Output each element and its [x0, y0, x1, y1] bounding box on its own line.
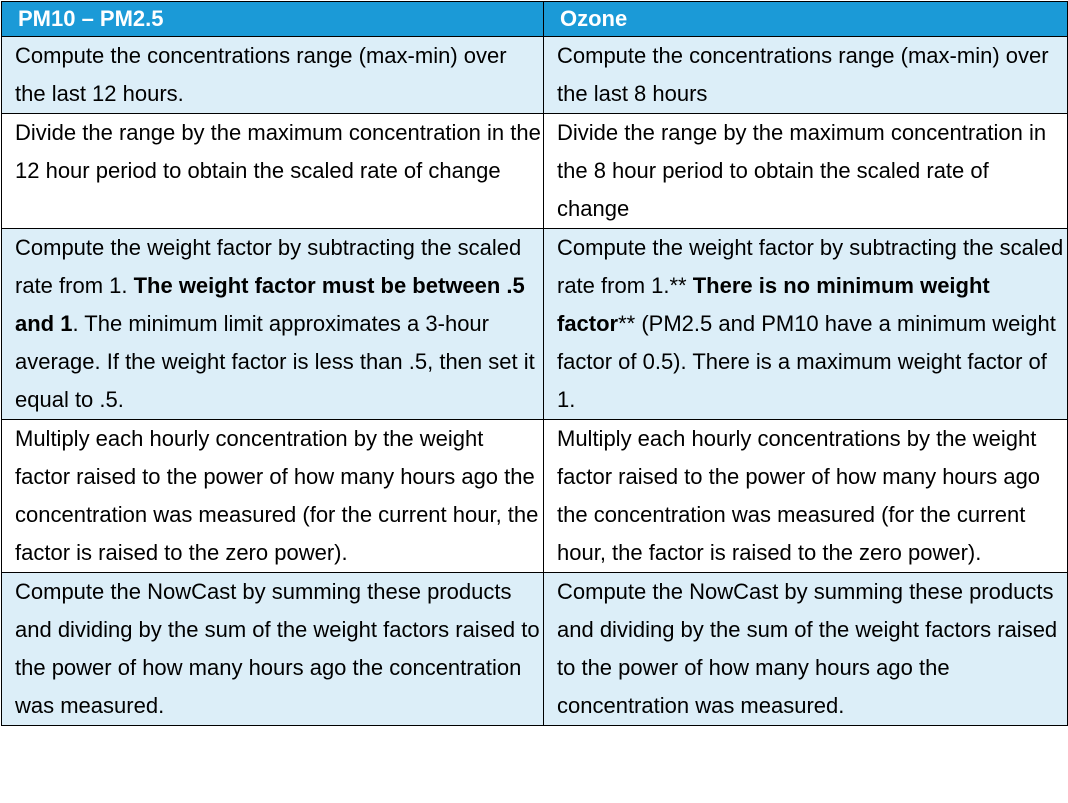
bold-text: The weight factor must be between .5 and 1 — [15, 273, 525, 336]
cell-pm-step — [2, 37, 544, 114]
cell-ozone-step — [544, 229, 1068, 420]
header-pm: PM10 – PM2.5 — [2, 2, 544, 37]
cell-text: Compute the concentrations range (max-min) over the last 12 hours. — [15, 43, 507, 106]
cell-ozone-step — [544, 114, 1068, 229]
cell-text: Multiply each hourly concentration by the weight factor raised to the power of how many hours ago the concentration was measured (for the current hour, the factor is raised to the zero power). — [15, 426, 539, 565]
cell-text: . The minimum limit approximates a 3-hour average. If the weight factor is less than .5, then set it equal to .5. — [15, 311, 535, 412]
table-row — [2, 420, 1068, 573]
cell-text: Compute the NowCast by summing these products and dividing by the sum of the weight factors raised to the power of how many hours ago the concentration was measured. — [15, 579, 540, 718]
table-row — [2, 573, 1068, 726]
cell-ozone-step — [544, 37, 1068, 114]
cell-text: ** (PM2.5 and PM10 have a minimum weight factor of 0.5). There is a maximum weight factor of 1. — [557, 311, 1056, 412]
table-row — [2, 229, 1068, 420]
cell-text: Divide the range by the maximum concentration in the 12 hour period to obtain the scaled rate of change — [15, 120, 541, 183]
bold-text: There is no minimum weight factor — [557, 273, 990, 336]
cell-text: Compute the weight factor by subtracting the scaled rate from 1. — [15, 235, 522, 298]
cell-ozone-step — [544, 573, 1068, 726]
header-ozone: Ozone — [544, 2, 1068, 37]
nowcast-comparison-table — [1, 1, 1068, 726]
header-row — [2, 2, 1068, 37]
cell-text: Compute the NowCast by summing these products and dividing by the sum of the weight factors raised to the power of how many hours ago the concentration was measured. — [557, 579, 1058, 718]
table-row — [2, 37, 1068, 114]
cell-ozone-step — [544, 420, 1068, 573]
cell-pm-step — [2, 420, 544, 573]
cell-text: Multiply each hourly concentrations by the weight factor raised to the power of how many hours ago the concentration was measured (for the current hour, the factor is raised to the zero power). — [557, 426, 1041, 565]
cell-pm-step — [2, 573, 544, 726]
cell-pm-step — [2, 229, 544, 420]
cell-text: Divide the range by the maximum concentration in the 8 hour period to obtain the scaled rate of change — [557, 120, 1047, 221]
table-row — [2, 114, 1068, 229]
cell-pm-step — [2, 114, 544, 229]
cell-text: Compute the weight factor by subtracting the scaled rate from 1.** — [557, 235, 1064, 298]
cell-text: Compute the concentrations range (max-min) over the last 8 hours — [557, 43, 1049, 106]
